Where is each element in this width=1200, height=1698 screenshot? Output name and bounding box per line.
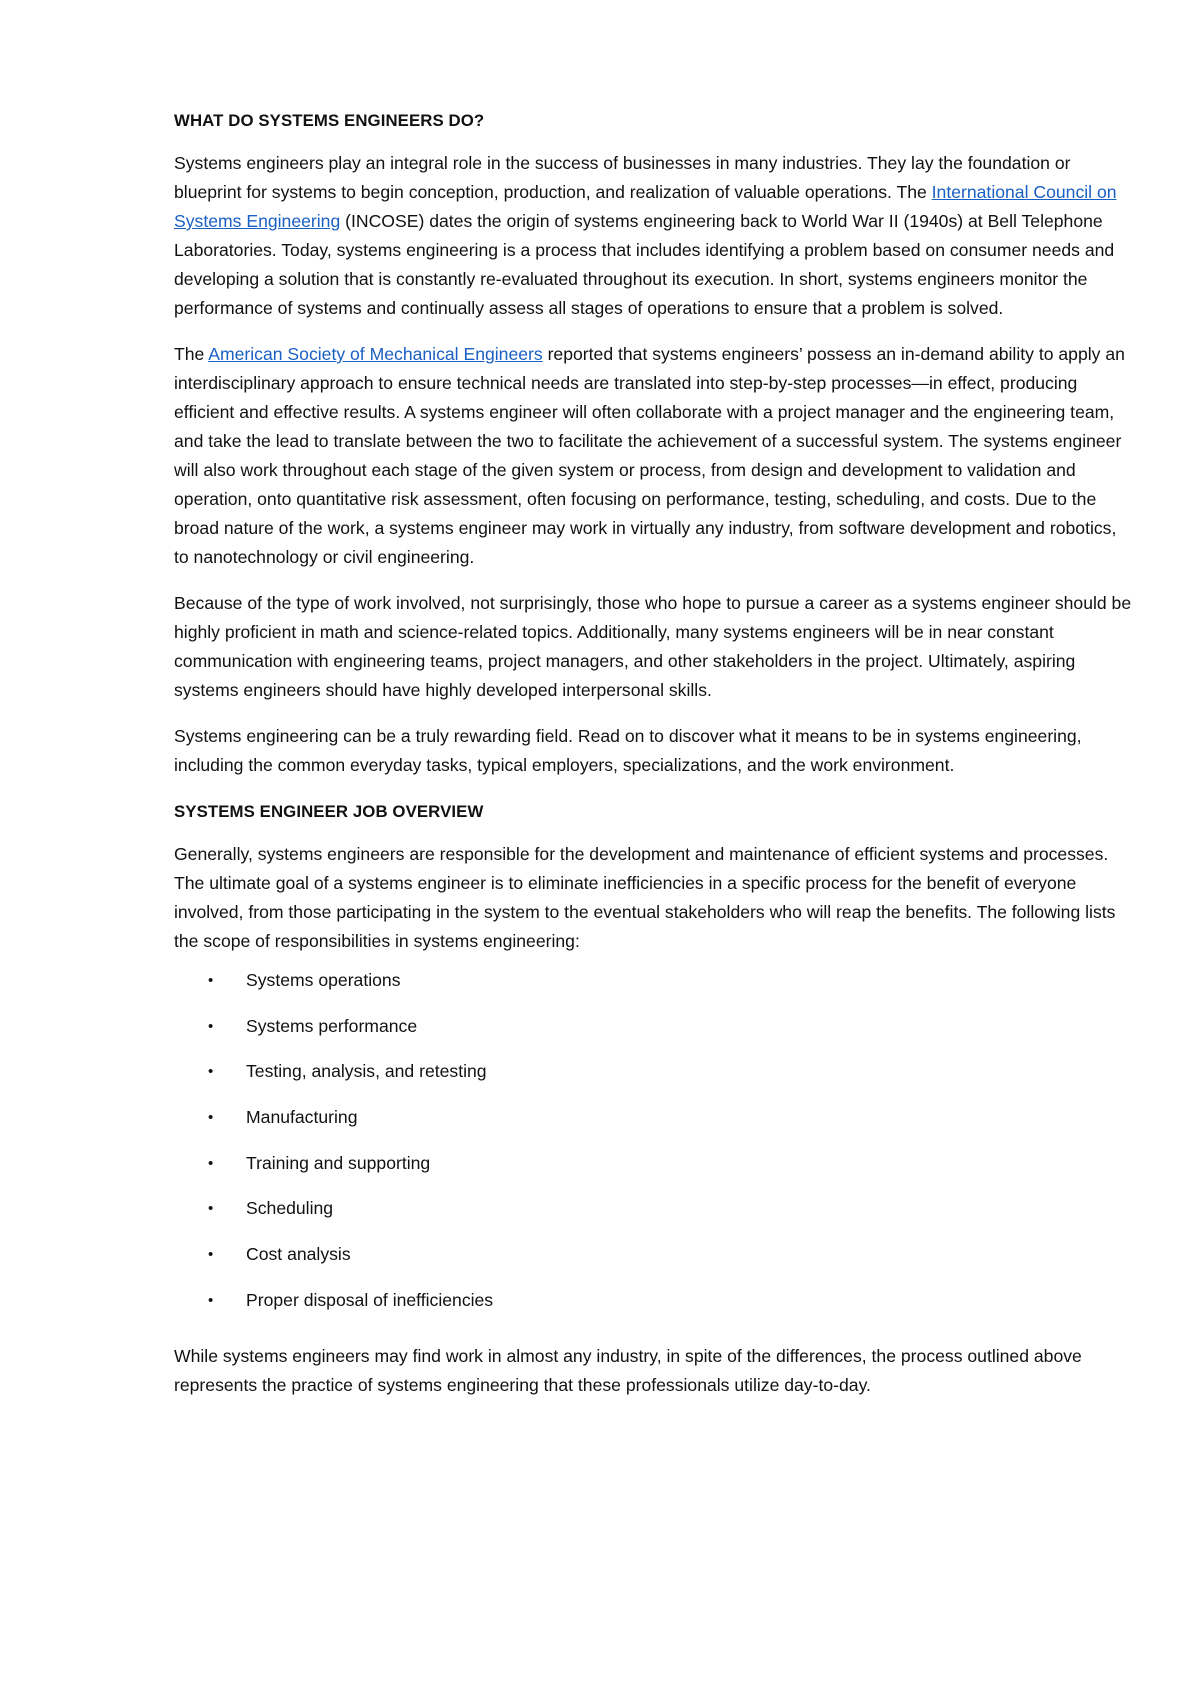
list-item xyxy=(174,966,1134,1012)
paragraph-skills: Because of the type of work involved, not surprisingly, those who hope to pursue a career as a systems engineer should be highly proficient in math and science-related topics. Additionally, many systems engineers will be in near constant communication with engineering teams, project managers, and other stakeholders in the project. Ultimately, aspiring systems engineers should have highly developed interpersonal skills. xyxy=(174,593,1132,700)
paragraph-responsibilities-intro: Generally, systems engineers are responsible for the development and maintenance of efficient systems and processes. The ultimate goal of a systems engineer is to eliminate inefficiencies in a specific process for the benefit of everyone involved, from those participating in the system to the eventual stakeholders who will reap the benefits. The following lists the scope of responsibilities in systems engineering: xyxy=(174,844,1116,951)
list-item xyxy=(174,1103,1134,1149)
paragraph-asme-text-2: reported that systems engineers’ possess an in-demand ability to apply an interdisciplinary approach to ensure technical needs are translated into step-by-step processes—in effect, producing efficient and effective results. A systems engineer will often collaborate with a project manager and the engineering team, and take the lead to translate between the two to facilitate the achievement of a successful system. The systems engineer will also work throughout each stage of the given system or process, from design and development to validation and operation, onto quantitative risk assessment, often focusing on performance, testing, scheduling, and costs. Due to the broad nature of the work, a systems engineer may work in virtually any industry, from software development and robotics, to nanotechnology or civil engineering. xyxy=(174,344,1125,567)
bullet-icon: • xyxy=(208,1291,214,1309)
bullet-icon: • xyxy=(208,1017,214,1035)
heading-what-do-systems-engineers-do: WHAT DO SYSTEMS ENGINEERS DO? xyxy=(174,111,485,130)
incose-link[interactable]: International Council on Systems Engineering xyxy=(174,182,1117,231)
list-item-label: Manufacturing xyxy=(246,1107,358,1128)
list-item xyxy=(174,1286,1134,1332)
bullet-icon: • xyxy=(208,1063,214,1081)
list-item xyxy=(174,1012,1134,1058)
list-item xyxy=(174,1149,1134,1195)
paragraph-intro-text-2: (INCOSE) dates the origin of systems engineering back to World War II (1940s) at Bell Telephone Laboratories. Today, systems engineering is a process that includes identifying a problem based on consumer needs and developing a solution that is constantly re-evaluated throughout its execution. In short, systems engineers monitor the performance of systems and continually assess all stages of operations to ensure that a problem is solved. xyxy=(174,211,1115,318)
bullet-icon: • xyxy=(208,1246,214,1264)
responsibilities-list xyxy=(174,966,1134,1332)
heading-job-overview: SYSTEMS ENGINEER JOB OVERVIEW xyxy=(174,802,484,821)
list-item xyxy=(174,1194,1134,1240)
list-item-label: Systems operations xyxy=(246,970,401,990)
document-page xyxy=(174,106,1134,1417)
paragraph-intro-text-1: Systems engineers play an integral role in the success of businesses in many industries. They lay the foundation or blueprint for systems to begin conception, production, and realization of valuable operations. The xyxy=(174,153,1071,202)
paragraph-rewarding: Systems engineering can be a truly rewarding field. Read on to discover what it means to be in systems engineering, including the common everyday tasks, typical employers, specializations, and the work environment. xyxy=(174,726,1082,775)
list-item-label: Scheduling xyxy=(246,1198,334,1219)
paragraph-closing: While systems engineers may find work in almost any industry, in spite of the differences, the process outlined above represents the practice of systems engineering that these professionals utilize day-to-day. xyxy=(174,1345,1082,1395)
bullet-icon: • xyxy=(208,1154,214,1172)
paragraph-intro xyxy=(174,149,1134,323)
list-item-label: Cost analysis xyxy=(246,1244,351,1265)
bullet-icon: • xyxy=(208,972,214,989)
list-item-label: Testing, analysis, and retesting xyxy=(246,1061,487,1082)
bullet-icon: • xyxy=(208,1200,214,1218)
paragraph-asme-text-1: The xyxy=(174,344,209,364)
list-item-label: Training and supporting xyxy=(246,1152,431,1173)
list-item-label: Systems performance xyxy=(246,1015,418,1036)
list-item xyxy=(174,1240,1134,1286)
list-item-label: Proper disposal of inefficiencies xyxy=(246,1289,494,1310)
asme-link[interactable]: American Society of Mechanical Engineers xyxy=(208,344,543,364)
list-item xyxy=(174,1057,1134,1103)
paragraph-asme xyxy=(174,340,1134,572)
bullet-icon: • xyxy=(208,1109,214,1127)
